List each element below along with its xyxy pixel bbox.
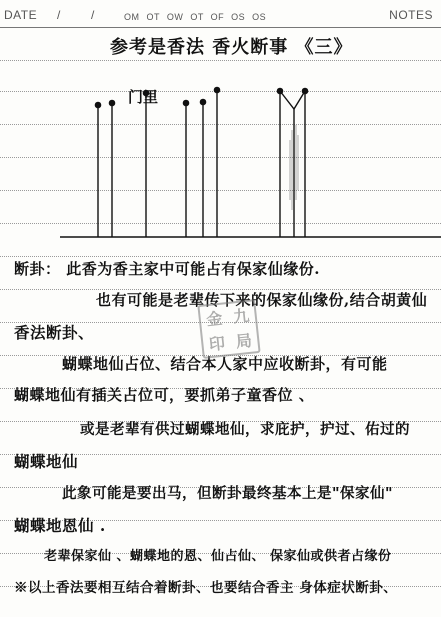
weekday-row: OM OT OW OT OF OS OS <box>124 12 267 22</box>
incense-tip <box>95 102 100 107</box>
text-line: 断卦： 此香为香主家中可能占有保家仙缘份. <box>14 260 320 278</box>
seal-char: 九 <box>232 305 251 327</box>
date-label: DATE <box>4 8 38 22</box>
text-line: 也有可能是老辈传下来的保家仙缘份,结合胡黄仙 <box>96 291 428 309</box>
notebook-header <box>0 0 441 28</box>
text-line: 蝴蝶地仙占位、结合本人家中应收断卦，有可能 <box>62 355 388 373</box>
date-slash: / <box>91 8 95 22</box>
text-line: 老辈保家仙 、蝴蝶地的恩、仙占仙、 保家仙或供者占缘份 <box>44 549 392 564</box>
incense-tip-v <box>280 91 305 109</box>
ruled-line <box>0 256 441 257</box>
seal-char: 金 <box>205 308 224 330</box>
text-line: 蝴蝶地恩仙 . <box>14 516 106 535</box>
incense-tip <box>109 100 114 105</box>
seal-char: 印 <box>208 333 226 355</box>
incense-tip <box>200 99 205 104</box>
notes-label: NOTES <box>389 8 433 22</box>
date-slash: / <box>57 8 61 22</box>
incense-tip <box>214 87 219 92</box>
text-line: 香法断卦、 <box>14 323 95 342</box>
text-line: ※以上香法要相互结合着断卦、也要结合香主 身体症状断卦、 <box>14 580 398 596</box>
text-line: 蝴蝶地仙 <box>14 452 79 471</box>
seal-stamp <box>197 299 260 359</box>
seal-char: 局 <box>234 330 253 352</box>
page-title: 参考是香法 香火断事 《三》 <box>110 37 353 58</box>
text-line: 此象可能是要出马，但断卦最终基本上是"保家仙" <box>62 485 394 502</box>
incense-tip <box>183 100 188 105</box>
text-line: 或是老辈有供过蝴蝶地仙，求庇护，护过、佑过的 <box>80 421 410 438</box>
incense-sticks-drawing <box>0 80 441 250</box>
stick-annotation: 门里 <box>128 88 159 106</box>
header-rule <box>0 27 441 28</box>
ruled-line <box>0 60 441 61</box>
text-line: 蝴蝶地仙有插关占位可，要抓弟子童香位 、 <box>14 386 315 404</box>
